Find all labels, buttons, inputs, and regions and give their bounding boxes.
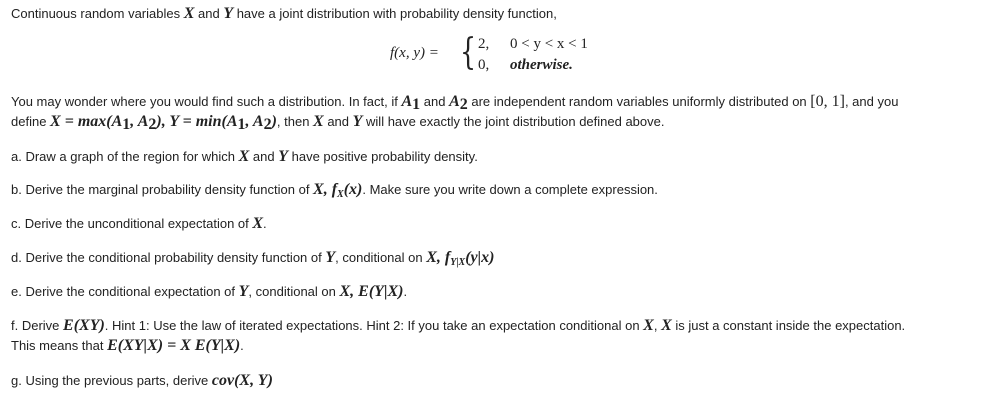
- wonder-line-2: [11, 113, 665, 131]
- iterated-expectation: E(XY|X) = X E(Y|X): [107, 337, 241, 354]
- y-def-sub2: 2: [263, 116, 272, 133]
- qf-text-1: f. Derive: [11, 318, 64, 333]
- var-x: X: [643, 317, 654, 334]
- y-def-a: Y = min: [169, 113, 222, 130]
- question-d: [11, 249, 494, 267]
- case2-value: 0,: [478, 57, 490, 73]
- wonder-text-2: and: [420, 94, 450, 109]
- qf-text-4: is just a constant inside the expectation.: [671, 318, 906, 333]
- fyx-notation: [437, 249, 495, 266]
- y-def-d: ): [271, 113, 277, 130]
- a1-letter: A: [401, 93, 413, 110]
- qf-text-3: ,: [653, 318, 662, 333]
- qe-text-1: e. Derive the conditional expectation of: [11, 284, 239, 299]
- var-y: Y: [223, 5, 234, 22]
- x-def-c: , A: [130, 113, 149, 130]
- x-def: [50, 113, 170, 133]
- wonder-text-7: and: [323, 114, 353, 129]
- case1-condition: 0 < y < x < 1: [510, 36, 588, 52]
- var-y: Y: [352, 113, 363, 130]
- fyx-arg: (y|x): [465, 249, 495, 266]
- case2-condition: otherwise.: [510, 57, 573, 73]
- intro-line: [11, 5, 557, 23]
- var-x: X: [661, 317, 672, 334]
- wonder-text-5: define: [11, 114, 51, 129]
- wonder-line-1: [11, 93, 898, 111]
- question-e: [11, 283, 407, 301]
- var-x: X: [252, 215, 264, 232]
- question-f-line-1: [11, 317, 905, 335]
- qf-text-6: .: [240, 338, 244, 353]
- var-x: X: [313, 113, 324, 130]
- question-b: [11, 181, 658, 199]
- y-def-b: (A: [221, 113, 238, 130]
- qg-text-1: g. Using the previous parts, derive: [11, 373, 212, 388]
- fx-notation: [324, 181, 363, 198]
- fyx-sub: Y|X: [450, 257, 466, 268]
- wonder-text-8: will have exactly the joint distribution defined above.: [362, 114, 665, 129]
- question-c: [11, 215, 267, 233]
- cov-name: cov: [211, 372, 235, 389]
- fx-sub: X: [337, 189, 344, 200]
- qa-text-3: have positive probability density.: [288, 149, 478, 164]
- qf-text-5: This means that: [11, 338, 108, 353]
- qb-text-1: b. Derive the marginal probability density function of: [11, 182, 314, 197]
- fx-arg: (x): [343, 181, 363, 198]
- wonder-text-3: are independent random variables uniformly distributed on: [467, 94, 811, 109]
- qc-text-2: .: [263, 216, 267, 231]
- left-brace: {: [460, 32, 477, 73]
- x-def-sub1: 1: [122, 116, 131, 133]
- intro-and: and: [194, 6, 224, 21]
- x-def-d: ),: [156, 113, 170, 130]
- pdf-lhs-text: f(x, y) =: [390, 45, 439, 61]
- wonder-text-4: , and you: [844, 94, 899, 109]
- covariance: [212, 372, 273, 389]
- a2-sub: 2: [459, 96, 468, 113]
- var-x: X: [313, 181, 324, 198]
- qb-text-2: . Make sure you write down a complete expression.: [362, 182, 658, 197]
- y-def: [169, 113, 277, 133]
- question-a: [11, 148, 478, 166]
- cov-args: (X, Y): [234, 372, 273, 389]
- qf-text-2: . Hint 1: Use the law of iterated expectations. Hint 2: If you take an expectation conditional on: [104, 318, 644, 333]
- intro-text: Continuous random variables: [11, 6, 184, 21]
- wonder-text-1: You may wonder where you would find such a distribution. In fact, if: [11, 94, 402, 109]
- wonder-text-6: , then: [276, 114, 314, 129]
- x-def-a: X = max: [50, 113, 107, 130]
- a2-letter: A: [449, 93, 460, 110]
- var-y: Y: [278, 148, 288, 165]
- fyx-f: , f: [436, 249, 451, 266]
- qd-text-1: d. Derive the conditional probability density function of: [11, 250, 326, 265]
- qe-text-3: .: [403, 284, 408, 299]
- var-y: Y: [238, 283, 249, 300]
- qd-text-2: , conditional on: [335, 250, 427, 265]
- x-def-b: (A: [106, 113, 123, 130]
- qc-text-1: c. Derive the unconditional expectation of: [11, 216, 253, 231]
- var-y: Y: [325, 249, 336, 266]
- expectation-xy: E(XY): [63, 317, 105, 334]
- var-x: X: [238, 148, 250, 165]
- x-def-sub2: 2: [148, 116, 157, 133]
- interval: [0, 1]: [810, 93, 845, 110]
- conditional-expectation: , E(Y|X): [350, 283, 404, 300]
- qa-text-1: a. Draw a graph of the region for which: [11, 149, 239, 164]
- y-def-c: , A: [245, 113, 264, 130]
- qa-text-2: and: [249, 149, 279, 164]
- intro-text-end: have a joint distribution with probability density function,: [233, 6, 557, 21]
- qe-text-2: , conditional on: [248, 284, 340, 299]
- var-a2: [449, 93, 468, 113]
- pdf-lhs: [390, 45, 439, 62]
- case1-value: 2,: [478, 36, 490, 52]
- var-x: X: [339, 283, 351, 300]
- var-a1: [401, 93, 421, 113]
- fx-f: , f: [323, 181, 338, 198]
- question-f-line-2: [11, 337, 244, 355]
- var-x: X: [183, 5, 195, 22]
- y-def-sub1: 1: [237, 116, 246, 133]
- var-x: X: [426, 249, 437, 266]
- question-g: [11, 372, 273, 390]
- a1-sub: 1: [412, 96, 421, 113]
